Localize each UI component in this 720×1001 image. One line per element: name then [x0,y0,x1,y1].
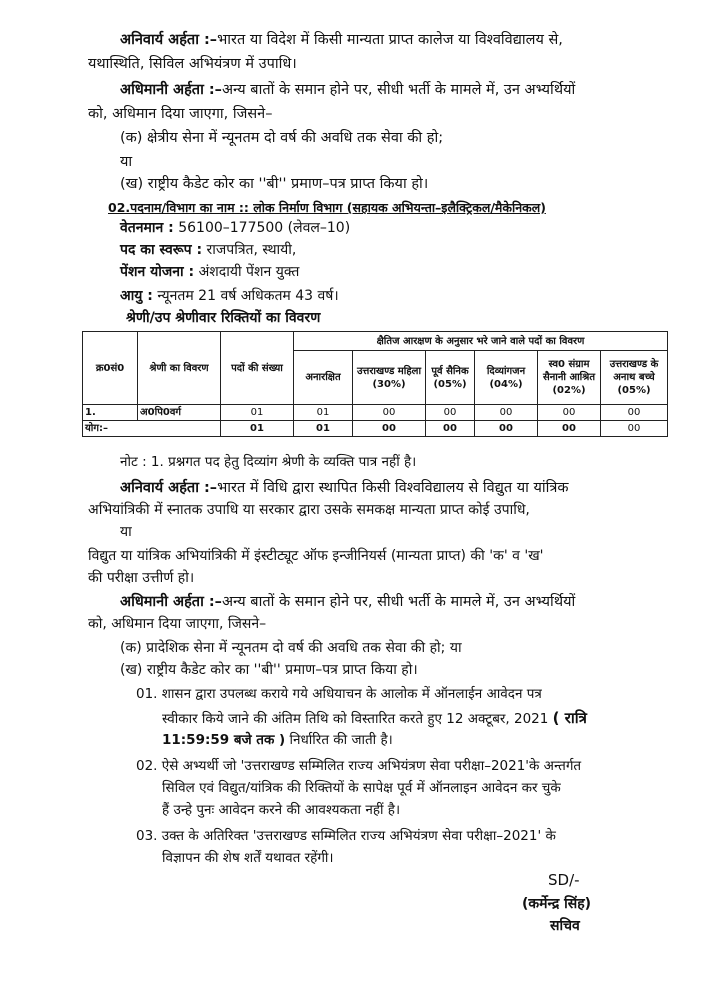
vacancy-table [82,331,668,437]
point-2-line1: 02. ऐसे अभ्यर्थी जो 'उत्तराखण्ड सम्मिलित राज्य अभियंत्रण सेवा परीक्षा–2021'के अन्तर्गत [136,758,582,774]
essential-text-2-line3: विद्युत या यांत्रिक अभियांत्रिकी में इंस्टीट्यूट ऑफ इन्जीनियर्स (मान्यता प्राप्त) की 'क' व 'ख' [88,548,544,564]
note: नोट : 1. प्रश्नगत पद हेतु दिव्यांग श्रेणी के व्यक्ति पात्र नहीं है। [120,454,417,470]
header-category: श्रेणी का विवरण [138,332,221,405]
point-1-line2 [162,708,587,729]
age-value: न्यूनतम 21 वर्ष अधिकतम 43 वर्ष। [157,288,339,304]
preferential-text-2-line2: को, अधिमान दिया जाएगा, जिसने– [88,616,267,632]
pay-scale [120,218,350,238]
nature-value: राजपत्रित, स्थायी, [206,242,297,258]
point-3-line2: विज्ञापन की शेष शर्तें यथावत रहेंगी। [162,850,334,866]
or-text-2: या [120,524,132,540]
preferential-qualification-1 [120,80,575,100]
row-freedom-fighter: 00 [538,405,601,421]
point-1-time: 11:59:59 बजे तक ) [162,732,286,748]
point-2-line2: सिविल एवं विद्युत/यांत्रिक की रिक्तियों के सापेक्ष पूर्व में ऑनलाइन आवेदन कर चुके [162,780,561,796]
total-women: 00 [353,421,426,437]
header-posts: पदों की संख्या [221,332,294,405]
total-label: योग:– [83,421,221,437]
total-posts: 01 [221,421,294,437]
preferential-text: अन्य बातों के समान होने पर, सीधी भर्ती के मामले में, उन अभ्यर्थियों [221,82,576,98]
pension-value: अंशदायी पेंशन युक्त [198,264,300,280]
point-1-end: निर्धारित की जाती है। [289,732,393,748]
essential-text-line2: यथास्थिति, सिविल अभियंत्रण में उपाधि। [88,56,297,72]
pay-label: वेतनमान : [120,220,174,236]
option-b-2: (ख) राष्ट्रीय कैडेट कोर का ''बी'' प्रमाण–पत्र प्राप्त किया हो। [120,662,418,678]
table-total-row [83,421,668,437]
essential-text: भारत या विदेश में किसी मान्यता प्राप्त कालेज या विश्वविद्यालय से, [217,32,563,48]
header-disabled: दिव्यांगजन (04%) [475,351,538,405]
preferential-text-line2: को, अधिमान दिया जाएगा, जिसने– [88,106,273,122]
essential-qualification-1 [120,30,563,50]
preferential-text-2: अन्य बातों के समान होने पर, सीधी भर्ती के मामले में, उन अभ्यर्थियों [221,594,576,610]
nature-label: पद का स्वरूप : [120,242,203,258]
row-disabled: 00 [475,405,538,421]
preferential-label: अधिमानी अर्हता :– [120,82,222,98]
row-posts: 01 [221,405,294,421]
total-freedom-fighter: 00 [538,421,601,437]
or-text: या [120,154,133,170]
essential-label: अनिवार्य अर्हता :– [120,32,218,48]
header-freedom-fighter: स्व0 संग्राम सैनानी आश्रित (02%) [538,351,601,405]
point-1-text: स्वीकार किये जाने की अंतिम तिथि को विस्तारित करते हुए 12 अक्टूबर, 2021 [162,711,549,727]
header-women: उत्तराखण्ड महिला (30%) [353,351,426,405]
table-row [83,405,668,421]
essential-text-2: भारत में विधि द्वारा स्थापित किसी विश्वविद्यालय से विद्युत या यांत्रिक [217,480,569,496]
essential-qualification-2 [120,478,569,498]
point-3-line1: 03. उक्त के अतिरिक्त 'उत्तराखण्ड सम्मिलित राज्य अभियंत्रण सेवा परीक्षा–2021' के [136,828,556,844]
preferential-label-2: अधिमानी अर्हता :– [120,594,222,610]
option-a-2: (क) प्रादेशिक सेना में न्यूनतम दो वर्ष की अवधि तक सेवा की हो; या [120,640,462,656]
header-sno: क्र0सं0 [83,332,138,405]
row-unreserved: 01 [294,405,353,421]
row-women: 00 [353,405,426,421]
essential-label-2: अनिवार्य अर्हता :– [120,480,218,496]
point-2-line3: हैं उन्हे पुनः आवेदन करने की आवश्यकता नहीं है। [162,802,401,818]
post-nature [120,240,296,260]
total-orphan: 00 [601,421,668,437]
option-a: (क) क्षेत्रीय सेना में न्यूनतम दो वर्ष की अवधि तक सेवा की हो; [120,130,444,146]
pension-scheme [120,262,299,282]
header-ex-servicemen: पूर्व सैनिक (05%) [426,351,475,405]
signature-sd: SD/- [548,871,580,889]
signature-designation: सचिव [550,918,580,934]
essential-text-2-line2: अभियांत्रिकी में स्नातक उपाधि या सरकार द्वारा उसके समकक्ष मान्यता प्राप्त कोई उपाधि, [88,502,530,518]
option-b: (ख) राष्ट्रीय कैडेट कोर का ''बी'' प्रमाण–पत्र प्राप्त किया हो। [120,176,429,192]
header-horizontal-reservation: क्षैतिज आरक्षण के अनुसार भरे जाने वाले पदों का विवरण [294,332,668,351]
total-disabled: 00 [475,421,538,437]
post-heading: 02.पदनाम/विभाग का नाम :: लोक निर्माण विभाग (सहायक अभियन्ता–इलैक्ट्रिकल/मैकेनिकल) [108,200,546,215]
row-category: अ0पि0वर्ग [138,405,221,421]
point-1-time-open: ( रात्रि [552,709,587,727]
table-title: श्रेणी/उप श्रेणीवार रिक्तियों का विवरण [126,310,321,326]
point-1-line3 [162,730,393,750]
pension-label: पेंशन योजना : [120,264,195,280]
header-unreserved: अनारक्षित [294,351,353,405]
header-orphan: उत्तराखण्ड के अनाथ बच्चे (05%) [601,351,668,405]
total-ex-servicemen: 00 [426,421,475,437]
row-sno: 1. [83,405,138,421]
point-1-line1: 01. शासन द्वारा उपलब्ध कराये गये अधियाचन के आलोक में ऑनलाईन आवेदन पत्र [136,686,542,702]
pay-value: 56100–177500 (लेवल–10) [178,220,351,236]
preferential-qualification-2 [120,592,575,612]
age-limit [120,286,339,306]
row-ex-servicemen: 00 [426,405,475,421]
essential-text-2-line4: की परीक्षा उत्तीर्ण हो। [88,570,195,586]
total-unreserved: 01 [294,421,353,437]
signature-name: (कर्मेन्द्र सिंह) [522,896,592,912]
row-orphan: 00 [601,405,668,421]
age-label: आयु : [120,288,153,304]
